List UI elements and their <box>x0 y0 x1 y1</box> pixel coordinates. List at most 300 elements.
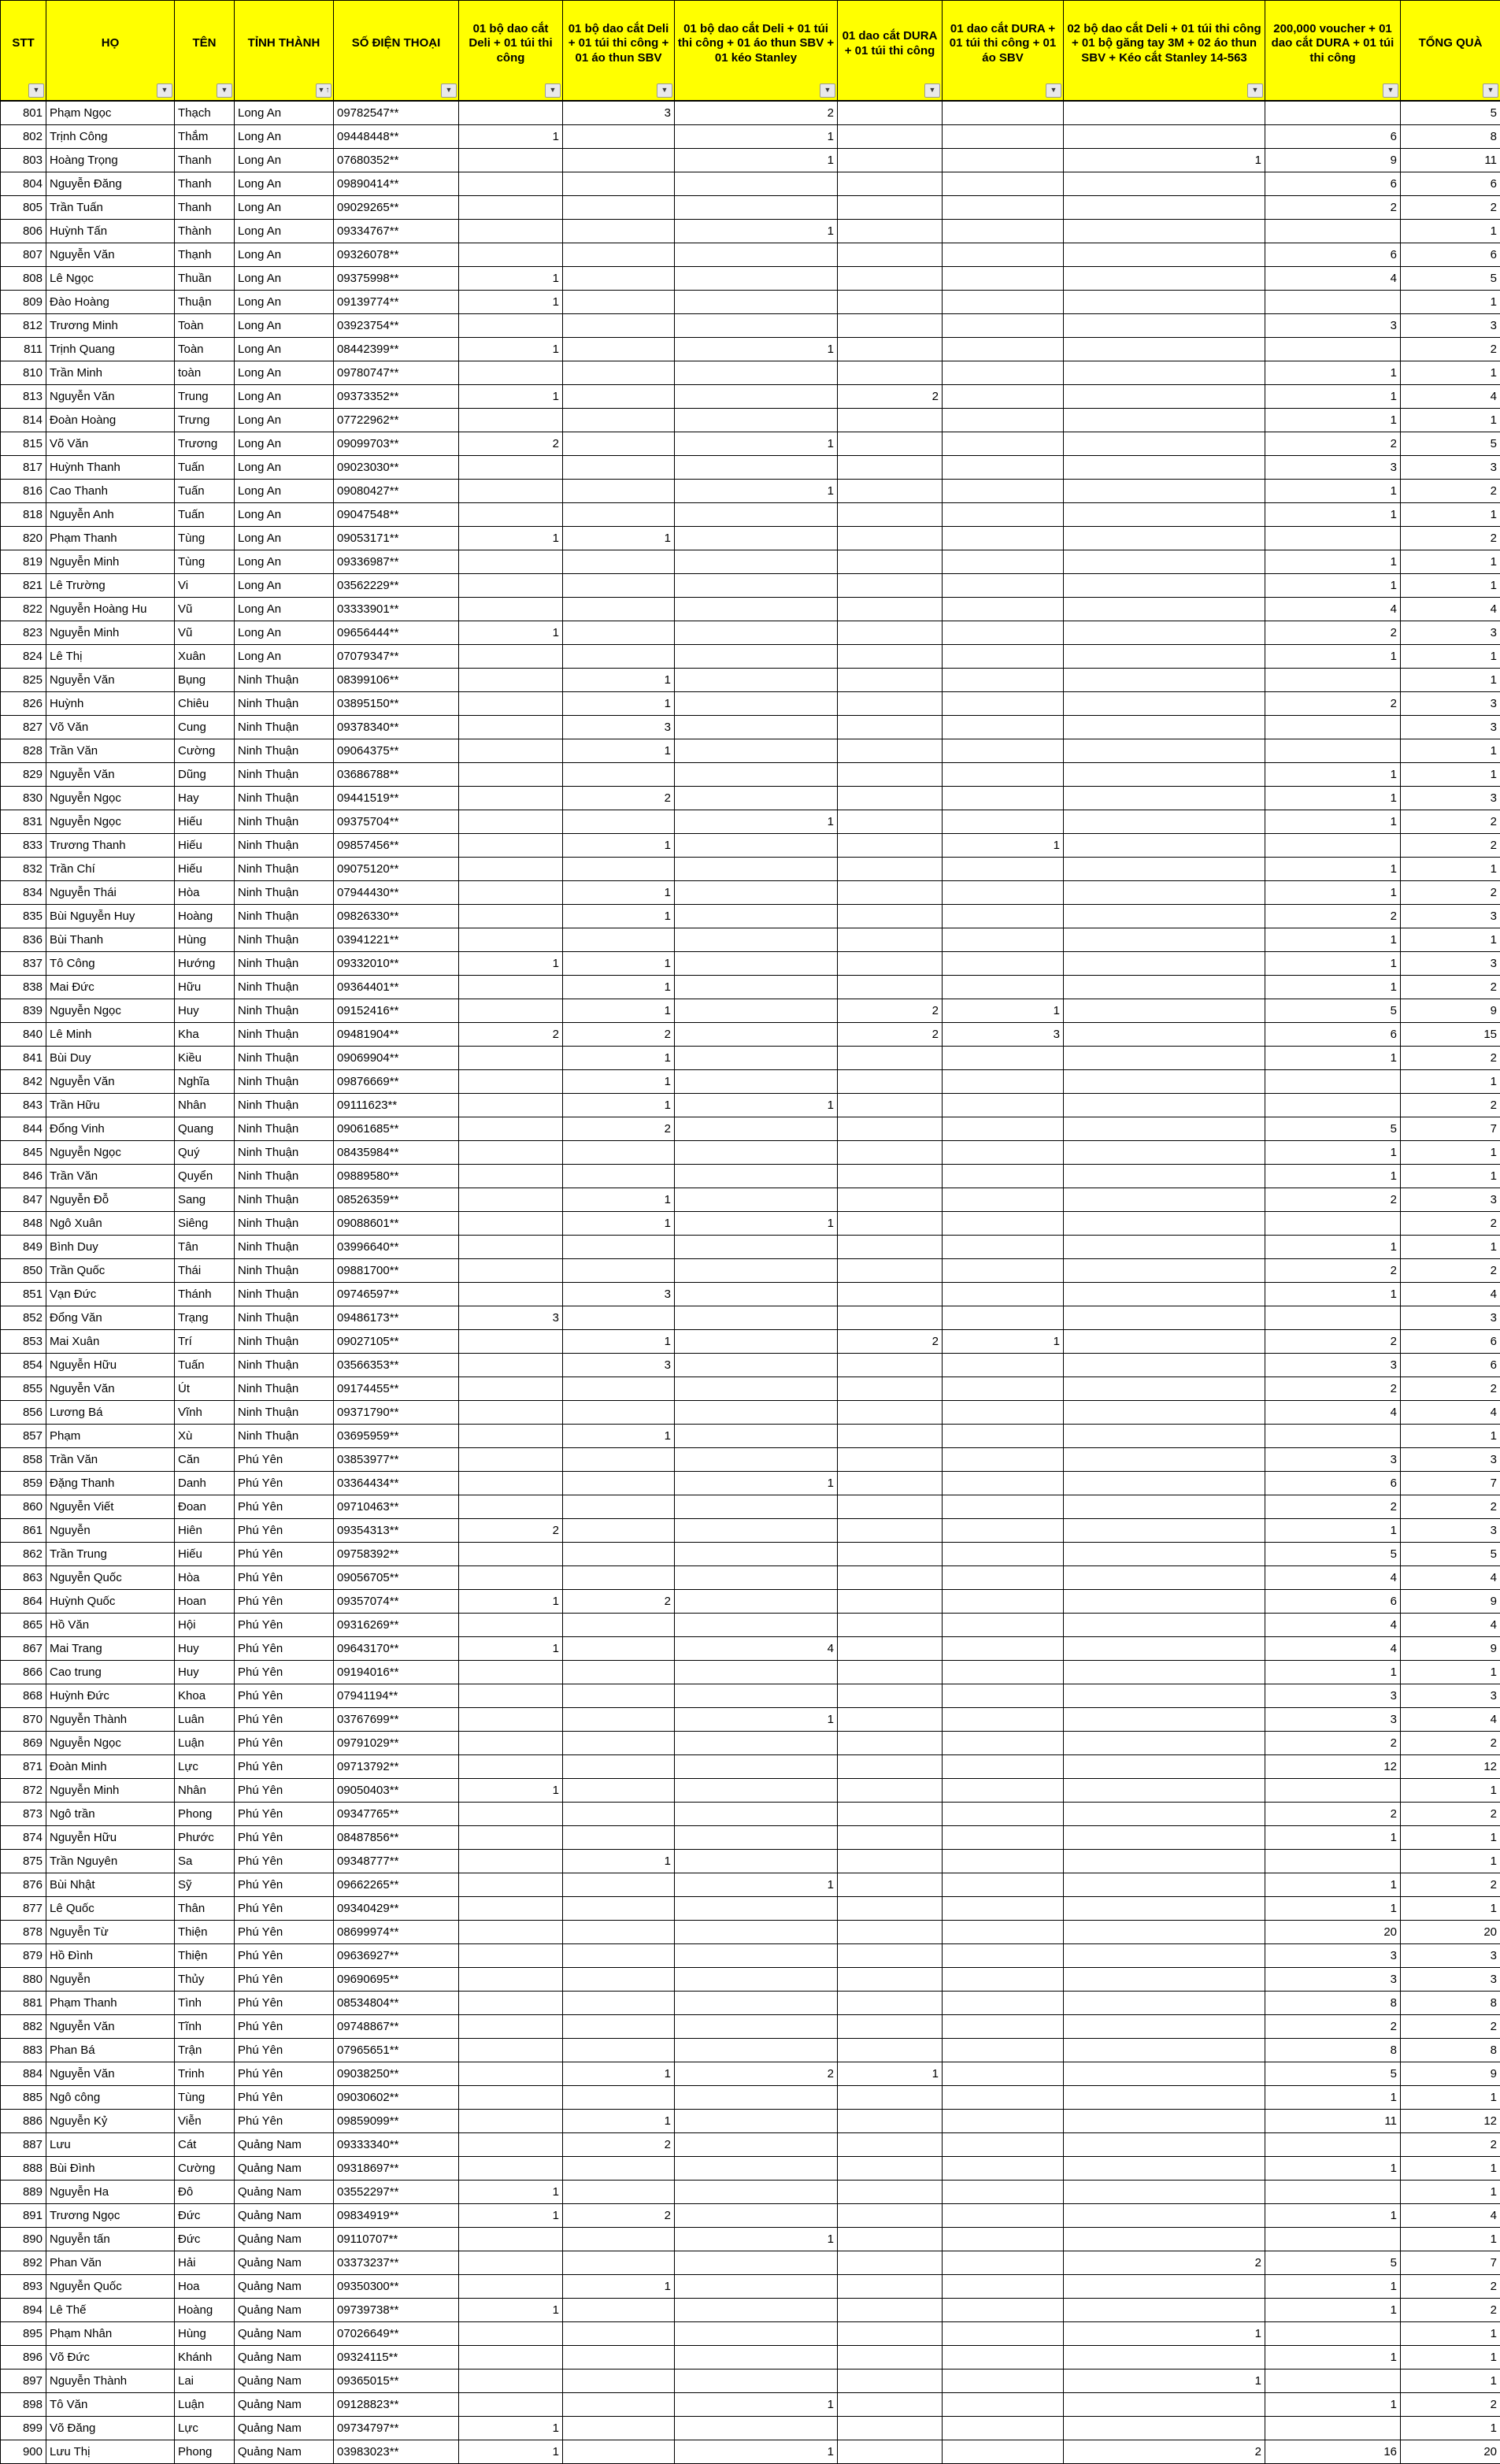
cell-qua-2[interactable] <box>563 1873 675 1896</box>
cell-qua-3[interactable] <box>675 573 838 597</box>
cell-qua-7[interactable] <box>1265 1306 1401 1329</box>
cell-ho[interactable]: Lê Thế <box>46 2298 175 2321</box>
cell-ho[interactable]: Trịnh Quang <box>46 337 175 361</box>
cell-stt[interactable]: 894 <box>1 2298 46 2321</box>
cell-stt[interactable]: 896 <box>1 2345 46 2369</box>
cell-qua-3[interactable] <box>675 1306 838 1329</box>
cell-qua-6[interactable] <box>1064 2416 1265 2440</box>
cell-qua-5[interactable] <box>943 1613 1064 1636</box>
cell-qua-6[interactable] <box>1064 857 1265 880</box>
cell-ten[interactable]: Hội <box>175 1613 235 1636</box>
cell-qua-5[interactable] <box>943 1920 1064 1943</box>
cell-so-dien-thoai[interactable]: 09357074** <box>334 1589 459 1613</box>
cell-qua-5[interactable] <box>943 1589 1064 1613</box>
cell-qua-4[interactable] <box>838 2321 943 2345</box>
cell-qua-7[interactable]: 1 <box>1265 644 1401 668</box>
cell-tinh-thanh[interactable]: Quảng Nam <box>235 2440 334 2463</box>
cell-qua-3[interactable] <box>675 502 838 526</box>
cell-ho[interactable]: Trần Văn <box>46 739 175 762</box>
cell-qua-3[interactable] <box>675 384 838 408</box>
cell-so-dien-thoai[interactable]: 09348777** <box>334 1849 459 1873</box>
cell-tinh-thanh[interactable]: Long An <box>235 621 334 644</box>
cell-qua-5[interactable] <box>943 172 1064 195</box>
cell-ho[interactable]: Nguyễn <box>46 1967 175 1991</box>
cell-qua-7[interactable]: 1 <box>1265 408 1401 432</box>
cell-ten[interactable]: Luận <box>175 2392 235 2416</box>
cell-qua-5[interactable]: 1 <box>943 833 1064 857</box>
cell-qua-5[interactable] <box>943 2251 1064 2274</box>
cell-qua-7[interactable]: 1 <box>1265 1046 1401 1069</box>
cell-ho[interactable]: Huỳnh Tấn <box>46 219 175 243</box>
cell-tong-qua[interactable]: 2 <box>1401 2392 1500 2416</box>
cell-qua-6[interactable] <box>1064 2132 1265 2156</box>
cell-qua-4[interactable] <box>838 1943 943 1967</box>
cell-qua-3[interactable] <box>675 2038 838 2062</box>
cell-qua-4[interactable] <box>838 1896 943 1920</box>
cell-qua-7[interactable]: 3 <box>1265 1967 1401 1991</box>
cell-qua-4[interactable] <box>838 1778 943 1802</box>
cell-qua-5[interactable] <box>943 1565 1064 1589</box>
cell-tinh-thanh[interactable]: Ninh Thuận <box>235 1022 334 1046</box>
filter-dropdown-icon[interactable]: ▼ <box>1046 83 1061 98</box>
cell-qua-6[interactable] <box>1064 2156 1265 2180</box>
cell-qua-1[interactable] <box>459 1069 563 1093</box>
cell-qua-7[interactable] <box>1265 1778 1401 1802</box>
cell-tong-qua[interactable]: 1 <box>1401 1069 1500 1093</box>
cell-qua-3[interactable] <box>675 1377 838 1400</box>
cell-qua-1[interactable]: 1 <box>459 290 563 313</box>
cell-qua-7[interactable]: 1 <box>1265 928 1401 951</box>
cell-stt[interactable]: 862 <box>1 1542 46 1565</box>
cell-qua-6[interactable] <box>1064 2085 1265 2109</box>
cell-qua-7[interactable] <box>1265 1093 1401 1117</box>
cell-qua-4[interactable]: 1 <box>838 2062 943 2085</box>
cell-stt[interactable]: 814 <box>1 408 46 432</box>
cell-tinh-thanh[interactable]: Long An <box>235 455 334 479</box>
cell-tinh-thanh[interactable]: Quảng Nam <box>235 2132 334 2156</box>
cell-stt[interactable]: 846 <box>1 1164 46 1188</box>
cell-qua-7[interactable] <box>1265 668 1401 691</box>
cell-qua-5[interactable] <box>943 1754 1064 1778</box>
cell-qua-2[interactable] <box>563 1164 675 1188</box>
cell-qua-5[interactable] <box>943 384 1064 408</box>
cell-qua-3[interactable]: 1 <box>675 1707 838 1731</box>
cell-ho[interactable]: Mai Đức <box>46 975 175 999</box>
cell-tong-qua[interactable]: 3 <box>1401 1188 1500 1211</box>
cell-qua-4[interactable] <box>838 1282 943 1306</box>
cell-qua-5[interactable] <box>943 2156 1064 2180</box>
cell-stt[interactable]: 890 <box>1 2227 46 2251</box>
cell-qua-3[interactable] <box>675 313 838 337</box>
cell-so-dien-thoai[interactable]: 09375704** <box>334 810 459 833</box>
cell-tinh-thanh[interactable]: Ninh Thuận <box>235 1140 334 1164</box>
cell-qua-1[interactable] <box>459 2369 563 2392</box>
cell-so-dien-thoai[interactable]: 09448448** <box>334 124 459 148</box>
cell-qua-7[interactable]: 2 <box>1265 2014 1401 2038</box>
cell-tong-qua[interactable]: 1 <box>1401 2416 1500 2440</box>
cell-qua-4[interactable] <box>838 2227 943 2251</box>
cell-qua-4[interactable] <box>838 810 943 833</box>
cell-qua-3[interactable] <box>675 668 838 691</box>
cell-qua-5[interactable] <box>943 2440 1064 2463</box>
cell-ho[interactable]: Nguyễn Quốc <box>46 2274 175 2298</box>
cell-qua-4[interactable] <box>838 1754 943 1778</box>
cell-qua-7[interactable]: 6 <box>1265 243 1401 266</box>
cell-qua-3[interactable] <box>675 2369 838 2392</box>
cell-qua-1[interactable] <box>459 361 563 384</box>
cell-qua-5[interactable] <box>943 1943 1064 1967</box>
cell-qua-7[interactable]: 1 <box>1265 1282 1401 1306</box>
cell-ho[interactable]: Trần Tuấn <box>46 195 175 219</box>
cell-ho[interactable]: Nguyễn tấn <box>46 2227 175 2251</box>
cell-ho[interactable]: Hồ Văn <box>46 1613 175 1636</box>
cell-ten[interactable]: Cường <box>175 739 235 762</box>
cell-tong-qua[interactable]: 1 <box>1401 361 1500 384</box>
cell-qua-4[interactable] <box>838 337 943 361</box>
cell-qua-1[interactable] <box>459 1447 563 1471</box>
cell-so-dien-thoai[interactable]: 09128823** <box>334 2392 459 2416</box>
cell-qua-1[interactable] <box>459 2132 563 2156</box>
cell-qua-6[interactable] <box>1064 928 1265 951</box>
cell-qua-1[interactable] <box>459 1211 563 1235</box>
cell-qua-5[interactable] <box>943 2109 1064 2132</box>
cell-qua-5[interactable]: 3 <box>943 1022 1064 1046</box>
cell-tinh-thanh[interactable]: Long An <box>235 290 334 313</box>
cell-ho[interactable]: Nguyễn Văn <box>46 1069 175 1093</box>
cell-ten[interactable]: Huy <box>175 1660 235 1684</box>
cell-qua-7[interactable]: 3 <box>1265 1684 1401 1707</box>
cell-qua-1[interactable] <box>459 1424 563 1447</box>
cell-tinh-thanh[interactable]: Quảng Nam <box>235 2392 334 2416</box>
cell-qua-6[interactable] <box>1064 2203 1265 2227</box>
cell-qua-2[interactable]: 1 <box>563 975 675 999</box>
cell-qua-5[interactable] <box>943 408 1064 432</box>
filter-dropdown-icon[interactable]: ▼ <box>1247 83 1263 98</box>
cell-qua-7[interactable]: 2 <box>1265 621 1401 644</box>
cell-qua-2[interactable] <box>563 1825 675 1849</box>
cell-stt[interactable]: 810 <box>1 361 46 384</box>
cell-qua-5[interactable] <box>943 1093 1064 1117</box>
cell-ten[interactable]: Trung <box>175 384 235 408</box>
cell-qua-4[interactable]: 2 <box>838 1329 943 1353</box>
cell-qua-7[interactable]: 1 <box>1265 1660 1401 1684</box>
cell-qua-1[interactable]: 1 <box>459 2416 563 2440</box>
cell-stt[interactable]: 815 <box>1 432 46 455</box>
cell-qua-1[interactable]: 1 <box>459 124 563 148</box>
cell-stt[interactable]: 832 <box>1 857 46 880</box>
cell-qua-7[interactable]: 1 <box>1265 550 1401 573</box>
cell-qua-2[interactable] <box>563 1896 675 1920</box>
cell-tinh-thanh[interactable]: Phú Yên <box>235 1967 334 1991</box>
cell-qua-1[interactable] <box>459 857 563 880</box>
cell-qua-4[interactable] <box>838 1707 943 1731</box>
cell-qua-7[interactable]: 5 <box>1265 2251 1401 2274</box>
cell-tong-qua[interactable]: 8 <box>1401 1991 1500 2014</box>
cell-qua-7[interactable]: 1 <box>1265 2274 1401 2298</box>
cell-qua-2[interactable] <box>563 1991 675 2014</box>
cell-qua-3[interactable] <box>675 1140 838 1164</box>
cell-qua-6[interactable] <box>1064 1707 1265 1731</box>
cell-so-dien-thoai[interactable]: 07965651** <box>334 2038 459 2062</box>
cell-qua-3[interactable] <box>675 1542 838 1565</box>
cell-qua-5[interactable] <box>943 219 1064 243</box>
cell-qua-3[interactable] <box>675 1353 838 1377</box>
cell-qua-5[interactable] <box>943 951 1064 975</box>
cell-tinh-thanh[interactable]: Long An <box>235 644 334 668</box>
cell-qua-1[interactable] <box>459 550 563 573</box>
cell-ho[interactable]: Lương Bá <box>46 1400 175 1424</box>
cell-qua-6[interactable] <box>1064 219 1265 243</box>
cell-ho[interactable]: Nguyễn Đăng <box>46 172 175 195</box>
cell-qua-4[interactable] <box>838 195 943 219</box>
cell-so-dien-thoai[interactable]: 09340429** <box>334 1896 459 1920</box>
cell-stt[interactable]: 873 <box>1 1802 46 1825</box>
cell-qua-5[interactable] <box>943 1896 1064 1920</box>
cell-qua-2[interactable] <box>563 1731 675 1754</box>
cell-tong-qua[interactable]: 5 <box>1401 1542 1500 1565</box>
cell-stt[interactable]: 900 <box>1 2440 46 2463</box>
cell-qua-6[interactable] <box>1064 550 1265 573</box>
cell-qua-4[interactable] <box>838 928 943 951</box>
cell-qua-4[interactable] <box>838 1731 943 1754</box>
cell-qua-4[interactable] <box>838 880 943 904</box>
cell-ho[interactable]: Nguyễn Thành <box>46 1707 175 1731</box>
cell-qua-5[interactable] <box>943 904 1064 928</box>
cell-qua-4[interactable] <box>838 1471 943 1495</box>
cell-qua-1[interactable]: 3 <box>459 1306 563 1329</box>
cell-tong-qua[interactable]: 1 <box>1401 762 1500 786</box>
cell-stt[interactable]: 876 <box>1 1873 46 1896</box>
cell-qua-7[interactable] <box>1265 715 1401 739</box>
cell-ho[interactable]: Nguyễn Minh <box>46 621 175 644</box>
cell-qua-5[interactable] <box>943 1046 1064 1069</box>
cell-qua-7[interactable]: 8 <box>1265 2038 1401 2062</box>
cell-ho[interactable]: Bùi Nguyễn Huy <box>46 904 175 928</box>
cell-qua-7[interactable]: 3 <box>1265 1353 1401 1377</box>
cell-qua-7[interactable]: 2 <box>1265 1495 1401 1518</box>
cell-stt[interactable]: 854 <box>1 1353 46 1377</box>
cell-ten[interactable]: Thạnh <box>175 243 235 266</box>
cell-tong-qua[interactable]: 2 <box>1401 1495 1500 1518</box>
cell-tong-qua[interactable]: 1 <box>1401 1424 1500 1447</box>
cell-qua-4[interactable] <box>838 290 943 313</box>
cell-tinh-thanh[interactable]: Ninh Thuận <box>235 739 334 762</box>
cell-stt[interactable]: 874 <box>1 1825 46 1849</box>
column-header-ten[interactable] <box>175 1 235 101</box>
cell-qua-2[interactable] <box>563 455 675 479</box>
cell-so-dien-thoai[interactable]: 08699974** <box>334 1920 459 1943</box>
cell-ho[interactable]: Lưu <box>46 2132 175 2156</box>
cell-tinh-thanh[interactable]: Quảng Nam <box>235 2298 334 2321</box>
cell-ho[interactable]: Huỳnh <box>46 691 175 715</box>
cell-qua-5[interactable] <box>943 857 1064 880</box>
cell-ho[interactable]: Nguyễn Ngọc <box>46 810 175 833</box>
cell-so-dien-thoai[interactable]: 09354313** <box>334 1518 459 1542</box>
cell-qua-4[interactable] <box>838 573 943 597</box>
cell-qua-2[interactable] <box>563 1542 675 1565</box>
cell-ten[interactable]: Hiếu <box>175 833 235 857</box>
cell-qua-1[interactable] <box>459 1660 563 1684</box>
cell-tong-qua[interactable]: 7 <box>1401 1471 1500 1495</box>
cell-so-dien-thoai[interactable]: 09791029** <box>334 1731 459 1754</box>
cell-qua-5[interactable] <box>943 1731 1064 1754</box>
cell-ho[interactable]: Nguyễn Kỷ <box>46 2109 175 2132</box>
cell-stt[interactable]: 868 <box>1 1684 46 1707</box>
cell-qua-3[interactable] <box>675 2180 838 2203</box>
cell-ten[interactable]: Đức <box>175 2227 235 2251</box>
cell-ten[interactable]: Kiều <box>175 1046 235 1069</box>
cell-stt[interactable]: 820 <box>1 526 46 550</box>
cell-qua-7[interactable]: 6 <box>1265 1471 1401 1495</box>
cell-tinh-thanh[interactable]: Phú Yên <box>235 2062 334 2085</box>
cell-tong-qua[interactable]: 1 <box>1401 2227 1500 2251</box>
cell-qua-1[interactable] <box>459 502 563 526</box>
cell-ho[interactable]: Hồ Đình <box>46 1943 175 1967</box>
cell-qua-2[interactable] <box>563 1707 675 1731</box>
cell-tong-qua[interactable]: 12 <box>1401 2109 1500 2132</box>
cell-qua-3[interactable]: 1 <box>675 432 838 455</box>
cell-ten[interactable]: Thành <box>175 219 235 243</box>
cell-tinh-thanh[interactable]: Quảng Nam <box>235 2369 334 2392</box>
cell-so-dien-thoai[interactable]: 09364401** <box>334 975 459 999</box>
cell-ho[interactable]: Huỳnh Thanh <box>46 455 175 479</box>
cell-qua-2[interactable] <box>563 2251 675 2274</box>
cell-so-dien-thoai[interactable]: 09371790** <box>334 1400 459 1424</box>
cell-tinh-thanh[interactable]: Ninh Thuận <box>235 762 334 786</box>
cell-so-dien-thoai[interactable]: 09332010** <box>334 951 459 975</box>
column-header-stt[interactable] <box>1 1 46 101</box>
cell-qua-1[interactable] <box>459 2392 563 2416</box>
cell-so-dien-thoai[interactable]: 09174455** <box>334 1377 459 1400</box>
cell-qua-3[interactable] <box>675 1802 838 1825</box>
cell-qua-2[interactable] <box>563 266 675 290</box>
cell-qua-4[interactable] <box>838 2274 943 2298</box>
cell-tong-qua[interactable]: 2 <box>1401 1046 1500 1069</box>
cell-tong-qua[interactable]: 3 <box>1401 1447 1500 1471</box>
cell-qua-2[interactable] <box>563 2156 675 2180</box>
cell-qua-4[interactable] <box>838 1447 943 1471</box>
cell-so-dien-thoai[interactable]: 03767699** <box>334 1707 459 1731</box>
cell-qua-2[interactable] <box>563 290 675 313</box>
cell-tong-qua[interactable]: 2 <box>1401 810 1500 833</box>
cell-qua-6[interactable] <box>1064 904 1265 928</box>
cell-qua-4[interactable] <box>838 786 943 810</box>
cell-qua-3[interactable] <box>675 2109 838 2132</box>
cell-ten[interactable]: Tùng <box>175 2085 235 2109</box>
cell-ten[interactable]: Hòa <box>175 1565 235 1589</box>
cell-so-dien-thoai[interactable]: 09152416** <box>334 999 459 1022</box>
cell-tong-qua[interactable]: 1 <box>1401 1896 1500 1920</box>
cell-qua-4[interactable] <box>838 1495 943 1518</box>
cell-qua-5[interactable] <box>943 2227 1064 2251</box>
cell-qua-5[interactable] <box>943 1849 1064 1873</box>
cell-tinh-thanh[interactable]: Long An <box>235 148 334 172</box>
cell-so-dien-thoai[interactable]: 03686788** <box>334 762 459 786</box>
cell-qua-3[interactable] <box>675 1424 838 1447</box>
cell-qua-1[interactable] <box>459 1329 563 1353</box>
cell-stt[interactable]: 888 <box>1 2156 46 2180</box>
cell-qua-2[interactable]: 1 <box>563 833 675 857</box>
cell-tinh-thanh[interactable]: Ninh Thuận <box>235 1424 334 1447</box>
column-header-qua-3[interactable] <box>675 1 838 101</box>
cell-tong-qua[interactable]: 1 <box>1401 1164 1500 1188</box>
cell-tong-qua[interactable]: 4 <box>1401 1613 1500 1636</box>
cell-stt[interactable]: 895 <box>1 2321 46 2345</box>
cell-qua-2[interactable] <box>563 597 675 621</box>
cell-qua-1[interactable]: 2 <box>459 432 563 455</box>
cell-qua-3[interactable] <box>675 1069 838 1093</box>
cell-so-dien-thoai[interactable]: 03364434** <box>334 1471 459 1495</box>
cell-qua-3[interactable] <box>675 526 838 550</box>
cell-qua-2[interactable] <box>563 2227 675 2251</box>
cell-qua-5[interactable] <box>943 2321 1064 2345</box>
cell-qua-5[interactable] <box>943 1069 1064 1093</box>
cell-qua-1[interactable] <box>459 573 563 597</box>
cell-qua-2[interactable]: 1 <box>563 2274 675 2298</box>
cell-qua-6[interactable] <box>1064 1849 1265 1873</box>
cell-tinh-thanh[interactable]: Ninh Thuận <box>235 1188 334 1211</box>
cell-qua-6[interactable] <box>1064 1896 1265 1920</box>
cell-qua-3[interactable] <box>675 691 838 715</box>
cell-ten[interactable]: Thanh <box>175 195 235 219</box>
cell-qua-1[interactable] <box>459 1140 563 1164</box>
cell-qua-4[interactable] <box>838 1424 943 1447</box>
cell-qua-2[interactable]: 1 <box>563 1093 675 1117</box>
cell-qua-2[interactable] <box>563 361 675 384</box>
cell-stt[interactable]: 863 <box>1 1565 46 1589</box>
cell-qua-1[interactable] <box>459 1377 563 1400</box>
cell-so-dien-thoai[interactable]: 09734797** <box>334 2416 459 2440</box>
cell-ten[interactable]: Sa <box>175 1849 235 1873</box>
cell-ten[interactable]: Xuân <box>175 644 235 668</box>
cell-ten[interactable]: Thiện <box>175 1920 235 1943</box>
cell-qua-1[interactable] <box>459 880 563 904</box>
cell-qua-7[interactable]: 2 <box>1265 432 1401 455</box>
cell-stt[interactable]: 889 <box>1 2180 46 2203</box>
cell-qua-5[interactable] <box>943 1495 1064 1518</box>
cell-tinh-thanh[interactable]: Phú Yên <box>235 1589 334 1613</box>
cell-qua-3[interactable] <box>675 762 838 786</box>
cell-tong-qua[interactable]: 2 <box>1401 337 1500 361</box>
cell-ho[interactable]: Phạm Thanh <box>46 1991 175 2014</box>
cell-tong-qua[interactable]: 1 <box>1401 668 1500 691</box>
cell-stt[interactable]: 882 <box>1 2014 46 2038</box>
cell-qua-6[interactable] <box>1064 1069 1265 1093</box>
cell-qua-6[interactable] <box>1064 1117 1265 1140</box>
cell-qua-7[interactable]: 2 <box>1265 1802 1401 1825</box>
cell-qua-7[interactable]: 3 <box>1265 1707 1401 1731</box>
cell-qua-6[interactable] <box>1064 2038 1265 2062</box>
cell-stt[interactable]: 867 <box>1 1636 46 1660</box>
cell-ho[interactable]: Trần Trung <box>46 1542 175 1565</box>
cell-qua-3[interactable] <box>675 2321 838 2345</box>
cell-tong-qua[interactable]: 1 <box>1401 857 1500 880</box>
cell-qua-5[interactable] <box>943 2345 1064 2369</box>
cell-tinh-thanh[interactable]: Phú Yên <box>235 1802 334 1825</box>
cell-qua-2[interactable] <box>563 1518 675 1542</box>
cell-qua-2[interactable]: 3 <box>563 1282 675 1306</box>
cell-qua-7[interactable]: 1 <box>1265 2345 1401 2369</box>
cell-stt[interactable]: 808 <box>1 266 46 290</box>
cell-tong-qua[interactable]: 1 <box>1401 739 1500 762</box>
cell-qua-6[interactable] <box>1064 2392 1265 2416</box>
cell-stt[interactable]: 858 <box>1 1447 46 1471</box>
cell-qua-5[interactable] <box>943 2392 1064 2416</box>
cell-qua-4[interactable] <box>838 124 943 148</box>
cell-ten[interactable]: Nhân <box>175 1778 235 1802</box>
cell-ten[interactable]: Huy <box>175 1636 235 1660</box>
cell-qua-7[interactable]: 2 <box>1265 1329 1401 1353</box>
